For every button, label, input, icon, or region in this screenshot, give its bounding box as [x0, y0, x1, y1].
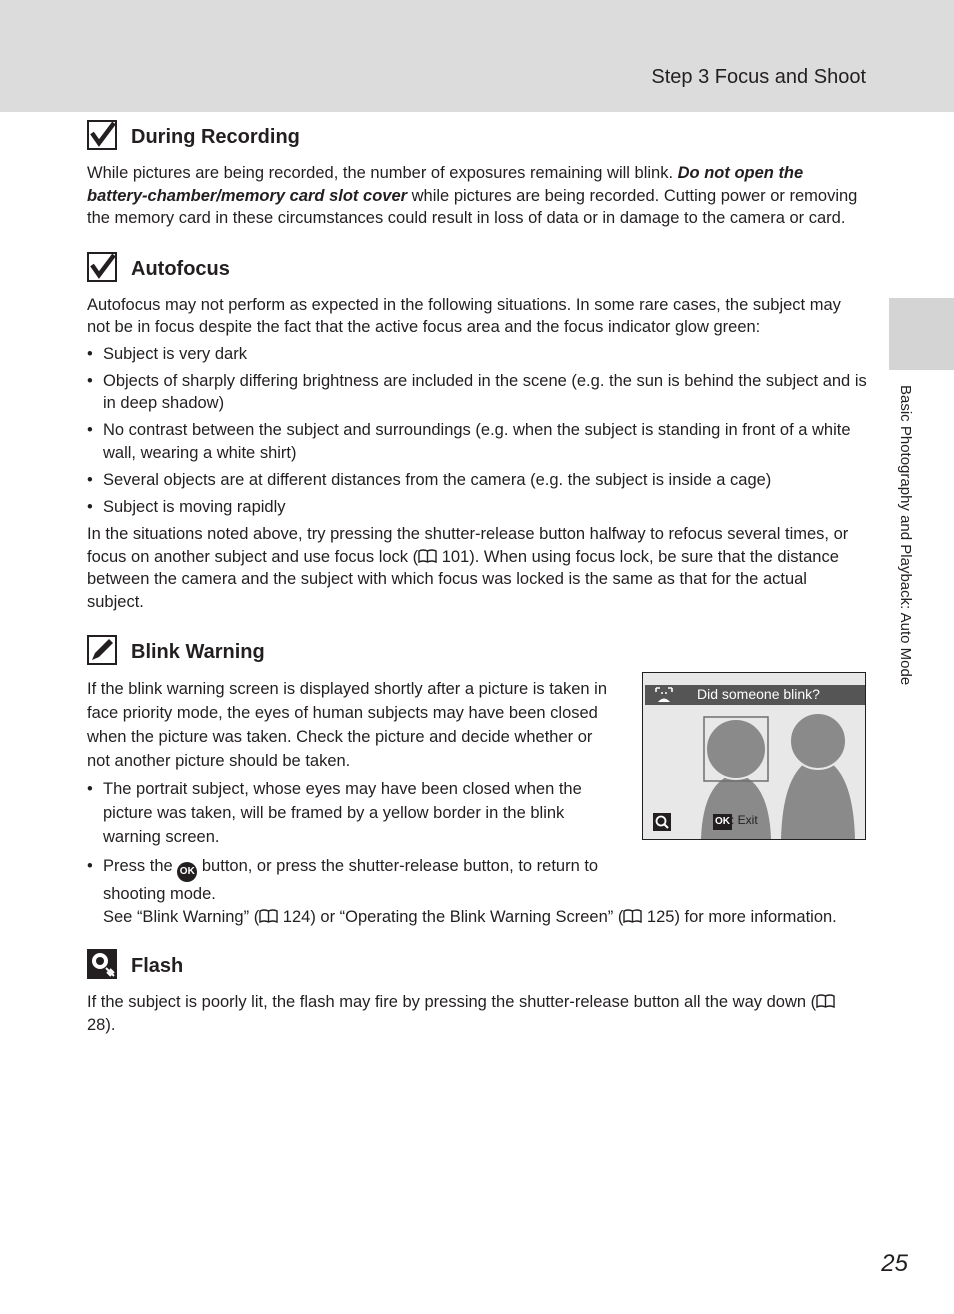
autofocus-list — [87, 343, 867, 519]
list-item: • Subject is very dark — [87, 344, 247, 363]
flash-text: If the subject is poorly lit, the flash may fire by pressing the shutter-release button all the way down ( 28). — [87, 991, 867, 1036]
list-item: • The portrait subject, whose eyes may have been closed when the picture was taken, will be framed by a yellow border in the blink warning screen. — [87, 780, 582, 847]
book-reference-icon — [259, 909, 278, 923]
page-header-title: Step 3 Focus and Shoot — [651, 66, 866, 88]
section-title: Autofocus — [131, 257, 230, 280]
screen-prompt-text: Did someone blink? — [697, 686, 820, 703]
list-item: • Subject is moving rapidly — [87, 497, 286, 516]
autofocus-outro: In the situations noted above, try pressing the shutter-release button halfway to refocus several times, or focus on another subject and use focus lock ( 101). When using focus lock, be sure that the distance between the camera and the subject with which focus was locked is the same as that for the actual subject. — [87, 524, 849, 611]
blink-warning-intro: If the blink warning screen is displayed shortly after a picture is taken in face priority mode, the eyes of human subjects may have been closed when the picture was taken. Check the picture and decide whether or not another picture should be taken. — [87, 680, 608, 771]
blink-face-icon — [655, 687, 673, 703]
blink-warning-screen-illustration — [642, 672, 866, 840]
autofocus-heading — [87, 250, 867, 290]
list-item: • No contrast between the subject and surroundings (e.g. when the subject is standing in front of a white wall, wearing a white shirt) — [87, 421, 851, 462]
flash-lamp-icon — [87, 949, 117, 979]
list-item: • Press the OK button, or press the shutter-release button, to return to shooting mode. — [87, 856, 599, 903]
section-thumb-tab — [889, 298, 954, 370]
list-item: • Objects of sharply differing brightness are included in the scene (e.g. the sun is behind the subject and is in deep shadow) — [87, 371, 867, 413]
blink-warning-body — [87, 677, 867, 929]
header-band — [0, 0, 954, 112]
book-reference-icon — [418, 549, 437, 563]
section-title: During Recording — [131, 126, 300, 148]
magnify-icon — [653, 813, 671, 831]
section-title: Blink Warning — [131, 641, 265, 664]
during-recording-heading — [87, 118, 867, 158]
screen-prompt-bar — [645, 685, 865, 705]
flash-heading — [87, 947, 867, 987]
ok-button-icon: OK — [177, 862, 197, 882]
book-reference-icon — [816, 994, 835, 1008]
blink-warning-heading — [87, 633, 867, 673]
ok-key-icon: OK — [713, 814, 732, 830]
page-number: 25 — [881, 1250, 908, 1277]
during-recording-text: While pictures are being recorded, the number of exposures remaining will blink. Do not open the battery-chamber/memory card slot cover while pictures are being recorded. Cutting power or removing the memory card in these circumstances could result in loss of data or in damage to the camera or card. — [87, 164, 858, 228]
section-side-label: Basic Photography and Playback: Auto Mode — [897, 385, 914, 686]
blink-warning-text-column — [87, 677, 612, 906]
list-item: • Several objects are at different distances from the camera (e.g. the subject is inside a cage) — [87, 470, 772, 489]
book-reference-icon — [623, 909, 642, 923]
blink-warning-list — [87, 777, 612, 906]
exit-label: : Exit — [731, 813, 758, 828]
autofocus-intro: Autofocus may not perform as expected in the following situations. In some rare cases, the subject may not be in focus despite the fact that the active focus area and the focus indicator glow green: — [87, 295, 841, 337]
blink-warning-see-also: See “Blink Warning” ( 124) or “Operating the Blink Warning Screen” ( 125) for more information. — [103, 908, 837, 927]
section-title: Flash — [131, 955, 184, 978]
pencil-note-icon — [87, 635, 117, 665]
checkmark-note-icon — [87, 252, 117, 282]
page-content — [87, 118, 867, 1037]
checkmark-note-icon — [87, 120, 117, 150]
